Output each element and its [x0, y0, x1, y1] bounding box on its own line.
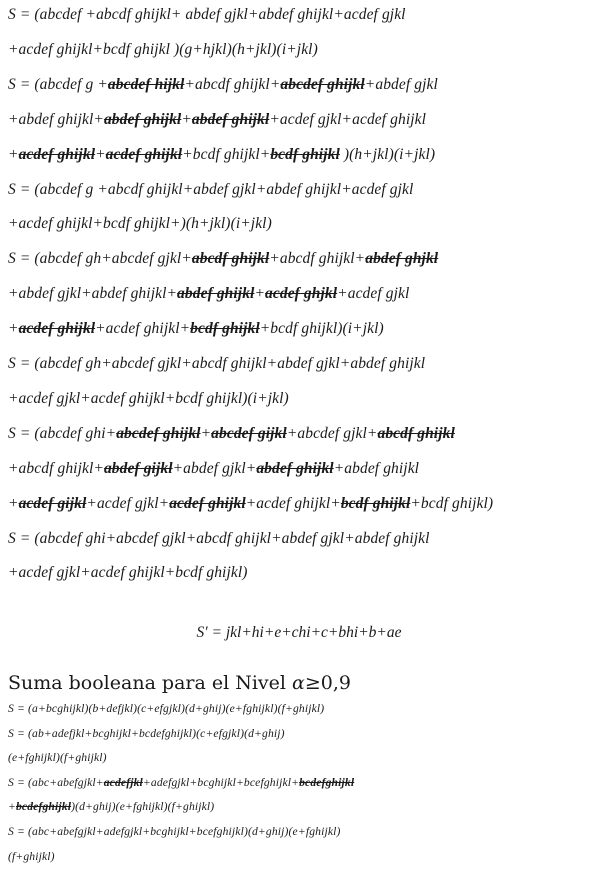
struck-term: abdef ghijkl	[103, 110, 182, 128]
term-text: +acdef gjkl+acdef ghijkl+bcdf ghijkl)	[8, 564, 248, 582]
equation-line	[8, 6, 406, 24]
term-text: +abcdf ghijkl+	[8, 459, 104, 477]
struck-term: abdef gijkl	[103, 459, 173, 477]
struck-term: abcdf ghijkl	[191, 250, 270, 268]
struck-term: bcdf ghijkl	[270, 145, 340, 163]
equation-line	[8, 800, 214, 813]
struck-term: abcdf ghijkl	[377, 424, 455, 442]
equation-line	[8, 320, 384, 338]
struck-term: abcdef gijkl	[211, 424, 287, 442]
term-text: S = (abc+abefgjkl+	[8, 775, 104, 789]
equation-line	[8, 146, 435, 164]
struck-term: abdef ghijkl	[256, 459, 334, 477]
term-text: +adefgjkl+bcghijkl+bcefghijkl+	[142, 775, 300, 789]
heading-condition: ≥0,9	[304, 672, 352, 694]
struck-term: acdef ghjkl	[265, 285, 338, 303]
term-text: +acdef ghijkl+	[245, 494, 341, 512]
section-heading	[8, 672, 351, 694]
term-text: +acdef gjkl	[337, 285, 410, 303]
equation-line	[8, 727, 285, 740]
equation-line	[8, 776, 354, 789]
term-text: +acdef gjkl+acdef ghijkl	[269, 110, 427, 128]
struck-term: abcdef ghijkl	[280, 75, 365, 93]
struck-term: acdef ghijkl	[18, 320, 96, 338]
struck-term: abdef ghijkl	[177, 285, 255, 303]
term-text: +	[8, 145, 19, 163]
term-text: (f+ghijkl)	[8, 849, 55, 863]
struck-term: bcdefghijkl	[15, 800, 72, 814]
term-text: +acdef ghijkl+bcdf ghijkl )(g+hjkl)(h+jkl)(i+jkl)	[8, 40, 318, 58]
equation-line	[8, 495, 493, 513]
term-text: +abcdef gjkl+	[286, 424, 378, 442]
struck-term: acdef ghijkl	[169, 494, 246, 512]
equation-line	[8, 530, 430, 548]
term-text: +	[95, 145, 106, 163]
term-text: S = (abcdef gh+abcdef gjkl+	[8, 250, 192, 268]
struck-term: bcdf ghijkl	[190, 320, 260, 338]
struck-term: acdef gijkl	[18, 494, 87, 512]
term-text: +acdef gjkl+acdef ghijkl+bcdf ghijkl)(i+jkl)	[8, 389, 289, 407]
term-text: +abdef gjkl+	[172, 459, 257, 477]
term-text: S = (ab+adefjkl+bcghijkl+bcdefghijkl)(c+efgjkl)(d+ghij)	[8, 726, 285, 740]
heading-alpha: α	[292, 672, 305, 694]
equation-line	[8, 181, 413, 199]
term-text: S = (abcdef ghi+	[8, 424, 117, 442]
struck-term: bcdf ghijkl	[340, 494, 411, 512]
term-text: S = (abc+abefgjkl+adefgjkl+bcghijkl+bcefghijkl)(d+ghij)(e+fghijkl)	[8, 825, 341, 838]
term-text: +abdef ghijkl	[333, 459, 420, 477]
equation-line	[8, 825, 341, 838]
struck-term: abdef ghijkl	[191, 110, 270, 128]
term-text: +acdef gjkl+	[86, 494, 170, 512]
equation-line	[8, 111, 426, 129]
term-text: +abcdf ghijkl+	[269, 250, 366, 268]
equation-line	[8, 215, 272, 233]
struck-term: acdef ghijkl	[18, 145, 96, 163]
term-text: )(h+jkl)(i+jkl)	[339, 145, 436, 163]
term-text: +abdef gjkl	[364, 75, 438, 93]
equation-line	[8, 425, 455, 443]
term-text: S = (abcdef g +abcdf ghijkl+abdef gjkl+abdef ghijkl+acdef gjkl	[8, 180, 414, 198]
term-text: S = (abcdef +abcdf ghijkl+ abdef gjkl+abdef ghijkl+acdef gjkl	[8, 6, 406, 23]
s-prime-equation: S′ = jkl+hi+e+chi+c+bhi+b+ae	[196, 624, 402, 641]
term-text: +	[8, 494, 19, 512]
equation-line	[8, 76, 438, 94]
term-text: +acdef ghijkl+	[95, 320, 191, 338]
equation-line	[8, 751, 107, 764]
term-text: +abcdf ghijkl+	[184, 75, 281, 93]
equation-line	[8, 41, 318, 59]
equation-line	[8, 250, 438, 268]
term-text: (e+fghijkl)(f+ghijkl)	[8, 751, 107, 765]
term-text: )(d+ghij)(e+fghijkl)(f+ghijkl)	[71, 800, 215, 814]
struck-term: abcdef ghijkl	[116, 424, 201, 442]
heading-text: Suma booleana para el Nivel	[8, 672, 293, 694]
term-text: S = (abcdef ghi+abcdef gjkl+abcdf ghijkl+abdef gjkl+abdef ghijkl	[8, 529, 430, 547]
term-text: +bcdf ghijkl+	[182, 145, 271, 163]
equation-line	[8, 850, 55, 863]
struck-term: abdef ghjkl	[365, 250, 439, 268]
equation-line	[8, 390, 289, 408]
term-text: S = (a+bcghijkl)(b+defjkl)(c+efgjkl)(d+ghij)(e+fghijkl)(f+ghijkl)	[8, 702, 325, 715]
term-text: +abdef ghijkl+	[8, 110, 104, 128]
term-text: +	[254, 285, 266, 303]
struck-term: bcdefghijkl	[299, 775, 355, 789]
equation-line	[8, 355, 425, 373]
term-text: S = (abcdef g +	[8, 75, 108, 93]
struck-term: acdef ghijkl	[105, 145, 183, 163]
term-text: +	[181, 110, 192, 128]
struck-term: abcdef hijkl	[107, 75, 185, 93]
term-text: +	[200, 424, 212, 442]
equation-line	[8, 460, 419, 478]
term-text: +	[8, 800, 16, 814]
term-text: +bcdf ghijkl)	[410, 494, 494, 512]
term-text: S = (abcdef gh+abcdef gjkl+abcdf ghijkl+abdef gjkl+abdef ghijkl	[8, 355, 426, 372]
term-text: +bcdf ghijkl)(i+jkl)	[259, 320, 384, 338]
term-text: +	[8, 320, 19, 338]
term-text: +abdef gjkl+abdef ghijkl+	[8, 285, 178, 303]
equation-line	[8, 564, 248, 582]
struck-term: acdefjkl	[103, 775, 143, 789]
equation-line	[8, 285, 409, 303]
term-text: +acdef ghijkl+bcdf ghijkl+)(h+jkl)(i+jkl)	[8, 215, 272, 233]
equation-line	[8, 702, 324, 715]
